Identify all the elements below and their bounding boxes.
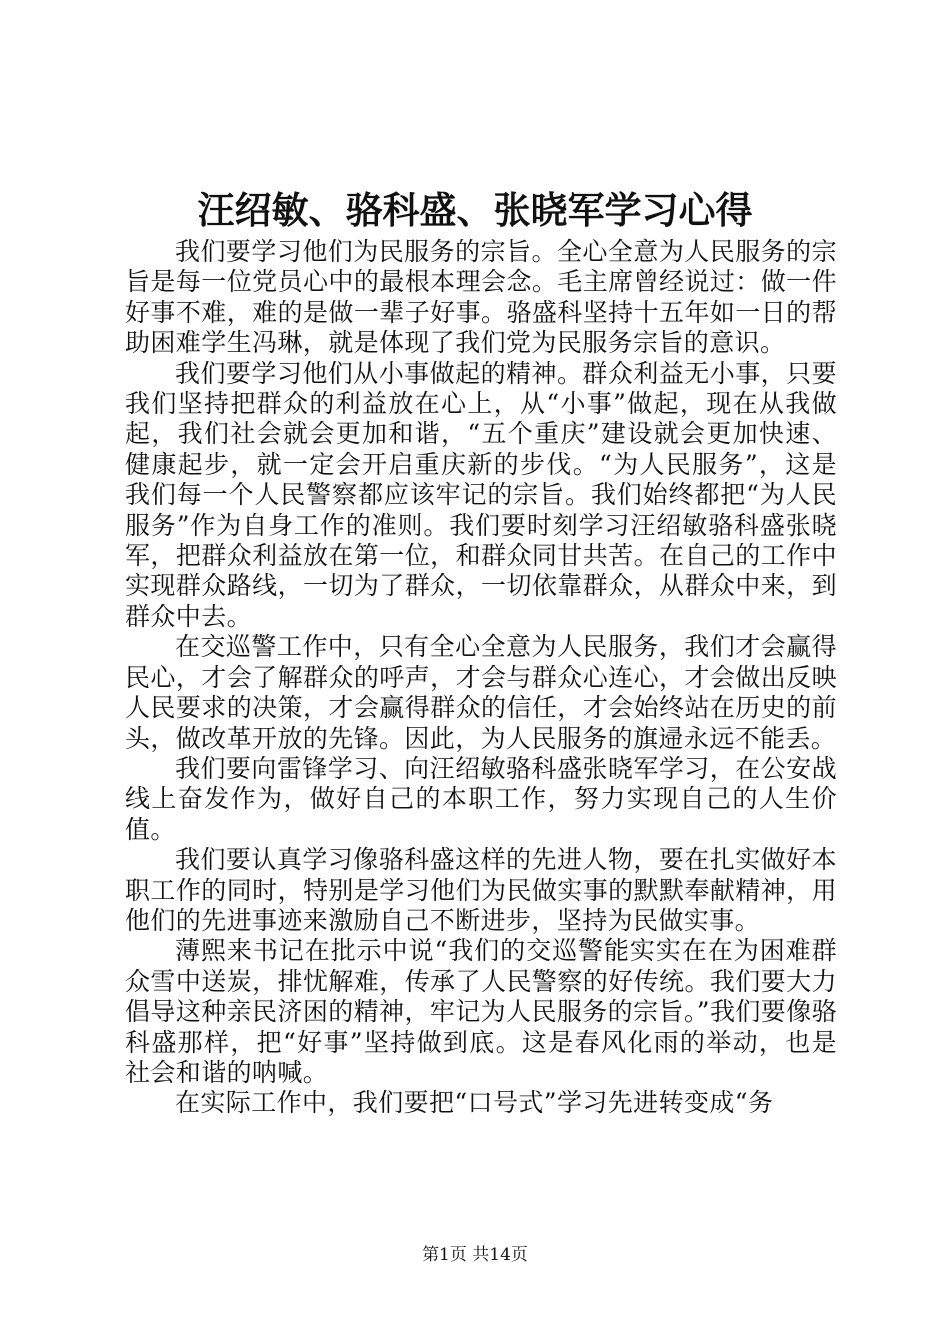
paragraph: 在交巡警工作中，只有全心全意为人民服务，我们才会赢得民心，才会了解群众的呼声，才会与群众心连心，才会做出反映人民要求的决策，才会赢得群众的信任，才会始终站在历史的前头，做改革开放的先锋。因此，为人民服务的旗䢜永远不能丢。 bbox=[125, 632, 837, 753]
paragraph: 我们要认真学习像骆科盛这样的先进人物，要在扎实做好本职工作的同时，特别是学习他们为民做实事的默默奉献精神，用他们的先进事迹来激励自己不断进步，坚持为民做实事。 bbox=[125, 845, 837, 935]
paragraph: 我们要向雷锋学习、向汪绍敏骆科盛张晓军学习，在公安战线上奋发作为，做好自己的本职工作，努力实现自己的人生价值。 bbox=[125, 753, 837, 844]
document-body bbox=[125, 237, 837, 1119]
paragraph: 我们要学习他们从小事做起的精神。群众利益无小事，只要我们坚持把群众的利益放在心上，从“小事”做起，现在从我做起，我们社会就会更加和谐，“五个重庆”建设就会更加快速、健康起步，就一定会开启重庆新的步伐。“为人民服务”，这是我们每一个人民警察都应该牢记的宗旨。我们始终都把“为人民服务”作为自身工作的准则。我们要时刻学习汪绍敏骆科盛张晓军，把群众利益放在第一位，和群众同甘共苦。在自己的工作中实现群众路线，一切为了群众，一切依靠群众，从群众中来，到群众中去。 bbox=[125, 358, 837, 631]
paragraph: 我们要学习他们为民服务的宗旨。全心全意为人民服务的宗旨是每一位党员心中的最根本理会念。毛主席曾经说过：做一件好事不难，难的是做一辈子好事。骆盛科坚持十五年如一日的帮助困难学生冯琳，就是体现了我们党为民服务宗旨的意识。 bbox=[125, 237, 837, 358]
paragraph: 薄熙来书记在批示中说“我们的交巡警能实实在在为困难群众雪中送炭，排忧解难，传承了人民警察的好传统。我们要大力倡导这种亲民济困的精神，牢记为人民服务的宗旨。”我们要像骆科盛那样，把“好事”坚持做到底。这是春风化雨的举动，也是社会和谐的呐喊。 bbox=[125, 936, 837, 1087]
paragraph: 在实际工作中，我们要把“口号式”学习先进转变成“务 bbox=[175, 1088, 774, 1118]
page-number-footer: 第1页 共14页 bbox=[422, 1245, 528, 1265]
document-title: 汪绍敏、骆科盛、张晓军学习心得 bbox=[197, 188, 753, 232]
